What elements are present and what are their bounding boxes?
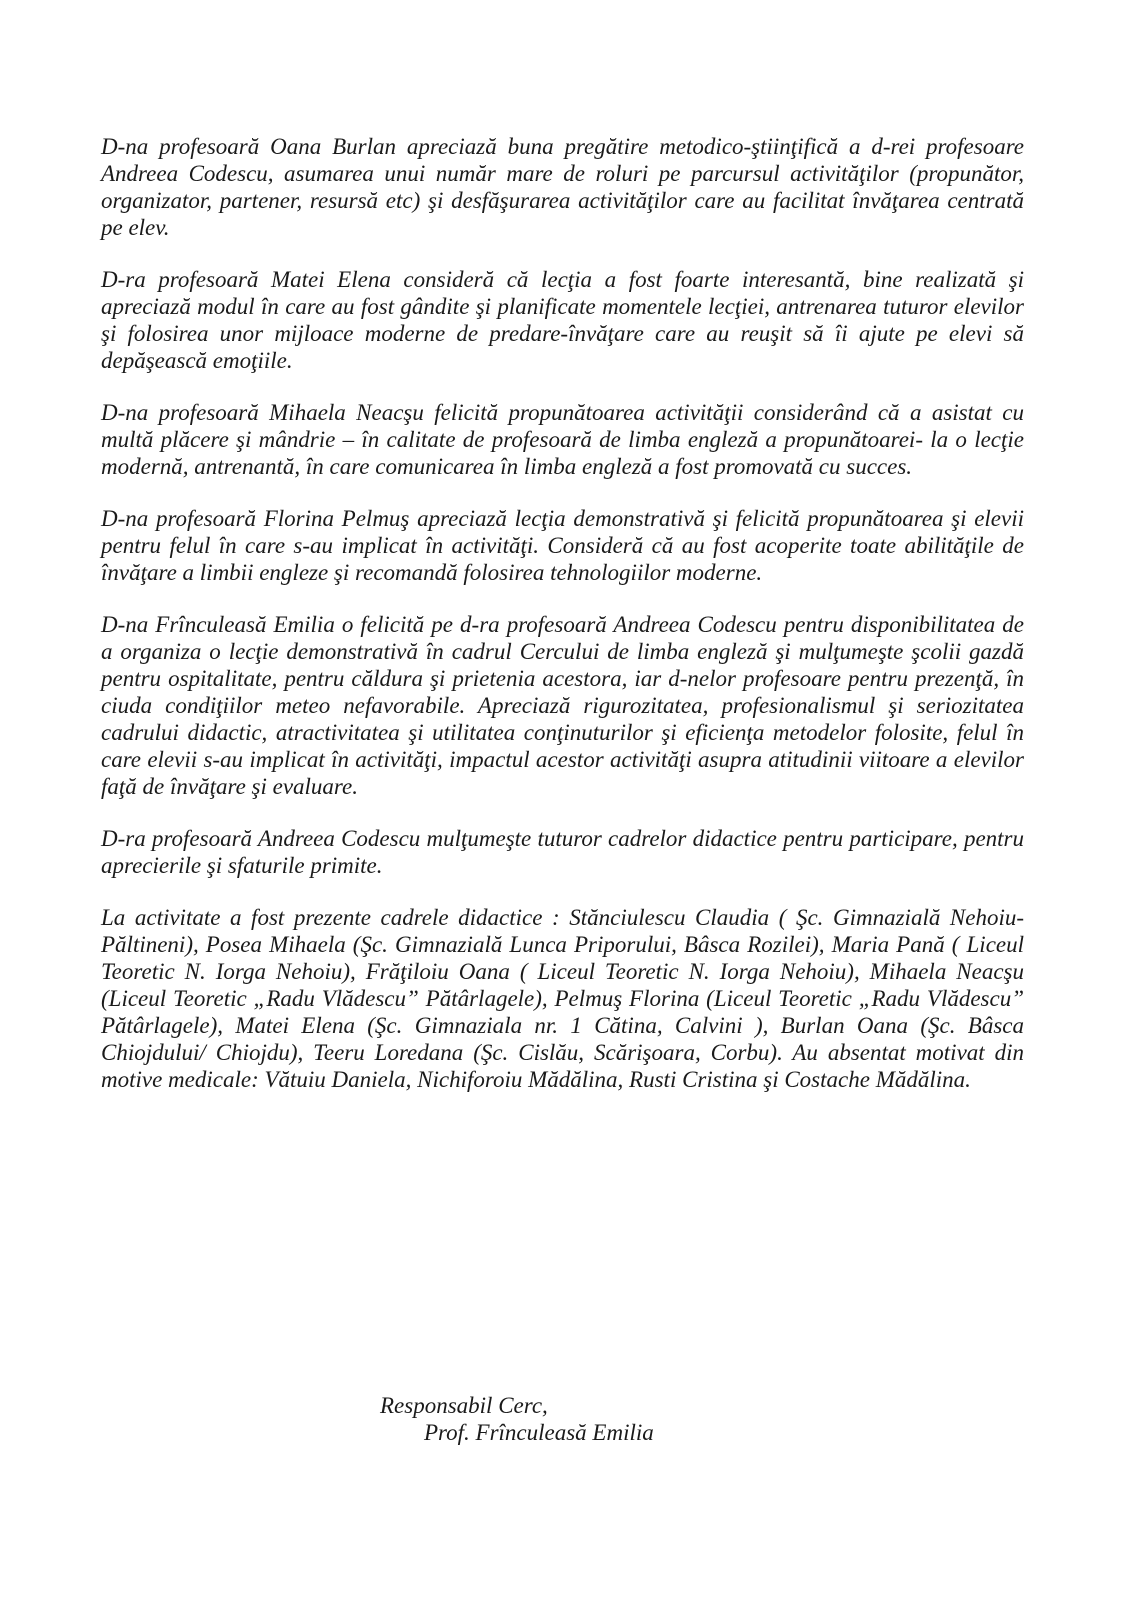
paragraph-frinculeasa: D-na Frînculeasă Emilia o felicită pe d-ra profesoară Andreea Codescu pentru disponibilitatea de a organiza o lecţie demonstrativă în cadrul Cercului de limba engleză şi mulţumeşte şcolii gazdă pentru ospitalitate, pentru căldura şi prietenia acestora, iar d-nelor profesoare pentru prezenţă, în ciuda condiţiilor meteo nefavorabile. Apreciază rigurozitatea, profesionalismul şi seriozitatea cadrului didactic, atractivitatea şi utilitatea conţinuturilor şi eficienţa metodelor folosite, felul în care elevii s-au implicat în activităţi, impactul acestor activităţi asupra atitudinii viitoare a elevilor faţă de învăţare şi evaluare. — [101, 612, 1024, 799]
signature-role: Responsabil Cerc, — [380, 1393, 548, 1418]
paragraph-attendance: La activitate a fost prezente cadrele didactice : Stănciulescu Claudia ( Şc. Gimnazială Nehoiu- Păltineni), Posea Mihaela (Şc. Gimnazială Lunca Priporului, Bâsca Rozilei), Maria Pană ( Liceul Teoretic N. Iorga Nehoiu), Frăţiloiu Oana ( Liceul Teoretic N. Iorga Nehoiu), Mihaela Neacşu (Liceul Teoretic „Radu Vlădescu” Pătârlagele), Pelmuş Florina (Liceul Teoretic „Radu Vlădescu” Pătârlagele), Matei Elena (Şc. Gimnaziala nr. 1 Cătina, Calvini ), Burlan Oana (Şc. Bâsca Chiojdului/ Chiojdu), Teeru Loredana (Şc. Cislău, Scărişoara, Corbu). Au absentat motivat din motive medicale: Vătuiu Daniela, Nichiforoiu Mădălina, Rusti Cristina şi Costache Mădălina. — [101, 905, 1024, 1092]
paragraph-matei: D-ra profesoară Matei Elena consideră că lecţia a fost foarte interesantă, bine realizată şi apreciază modul în care au fost gândite şi planificate momentele lecţiei, antrenarea tuturor elevilor şi folosirea unor mijloace moderne de predare-învăţare care au reuşit să îi ajute pe elevi să depăşească emoţiile. — [101, 267, 1024, 373]
document-body — [101, 133, 1024, 1118]
paragraph-codescu: D-ra profesoară Andreea Codescu mulţumeşte tuturor cadrelor didactice pentru participare, pentru aprecierile şi sfaturile primite. — [101, 826, 1024, 878]
paragraph-burlan: D-na profesoară Oana Burlan apreciază buna pregătire metodico-ştiinţifică a d-rei profesoare Andreea Codescu, asumarea unui număr mare de roluri pe parcursul activităţilor (propunător, organizator, partener, resursă etc) şi desfăşurarea activităţilor care au facilitat învăţarea centrată pe elev. — [101, 134, 1024, 240]
paragraph-neacsu: D-na profesoară Mihaela Neacşu felicită propunătoarea activităţii considerând că a asistat cu multă plăcere şi mândrie – în calitate de profesoară de limba engleză a propunătoarei- la o lecţie modernă, antrenantă, în care comunicarea în limba engleză a fost promovată cu succes. — [101, 400, 1024, 479]
paragraph-pelmus: D-na profesoară Florina Pelmuş apreciază lecţia demonstrativă şi felicită propunătoarea şi elevii pentru felul în care s-au implicat în activităţi. Consideră că au fost acoperite toate abilităţile de învăţare a limbii engleze şi recomandă folosirea tehnologiilor moderne. — [101, 506, 1024, 585]
signature-name: Prof. Frînculeasă Emilia — [424, 1420, 654, 1445]
